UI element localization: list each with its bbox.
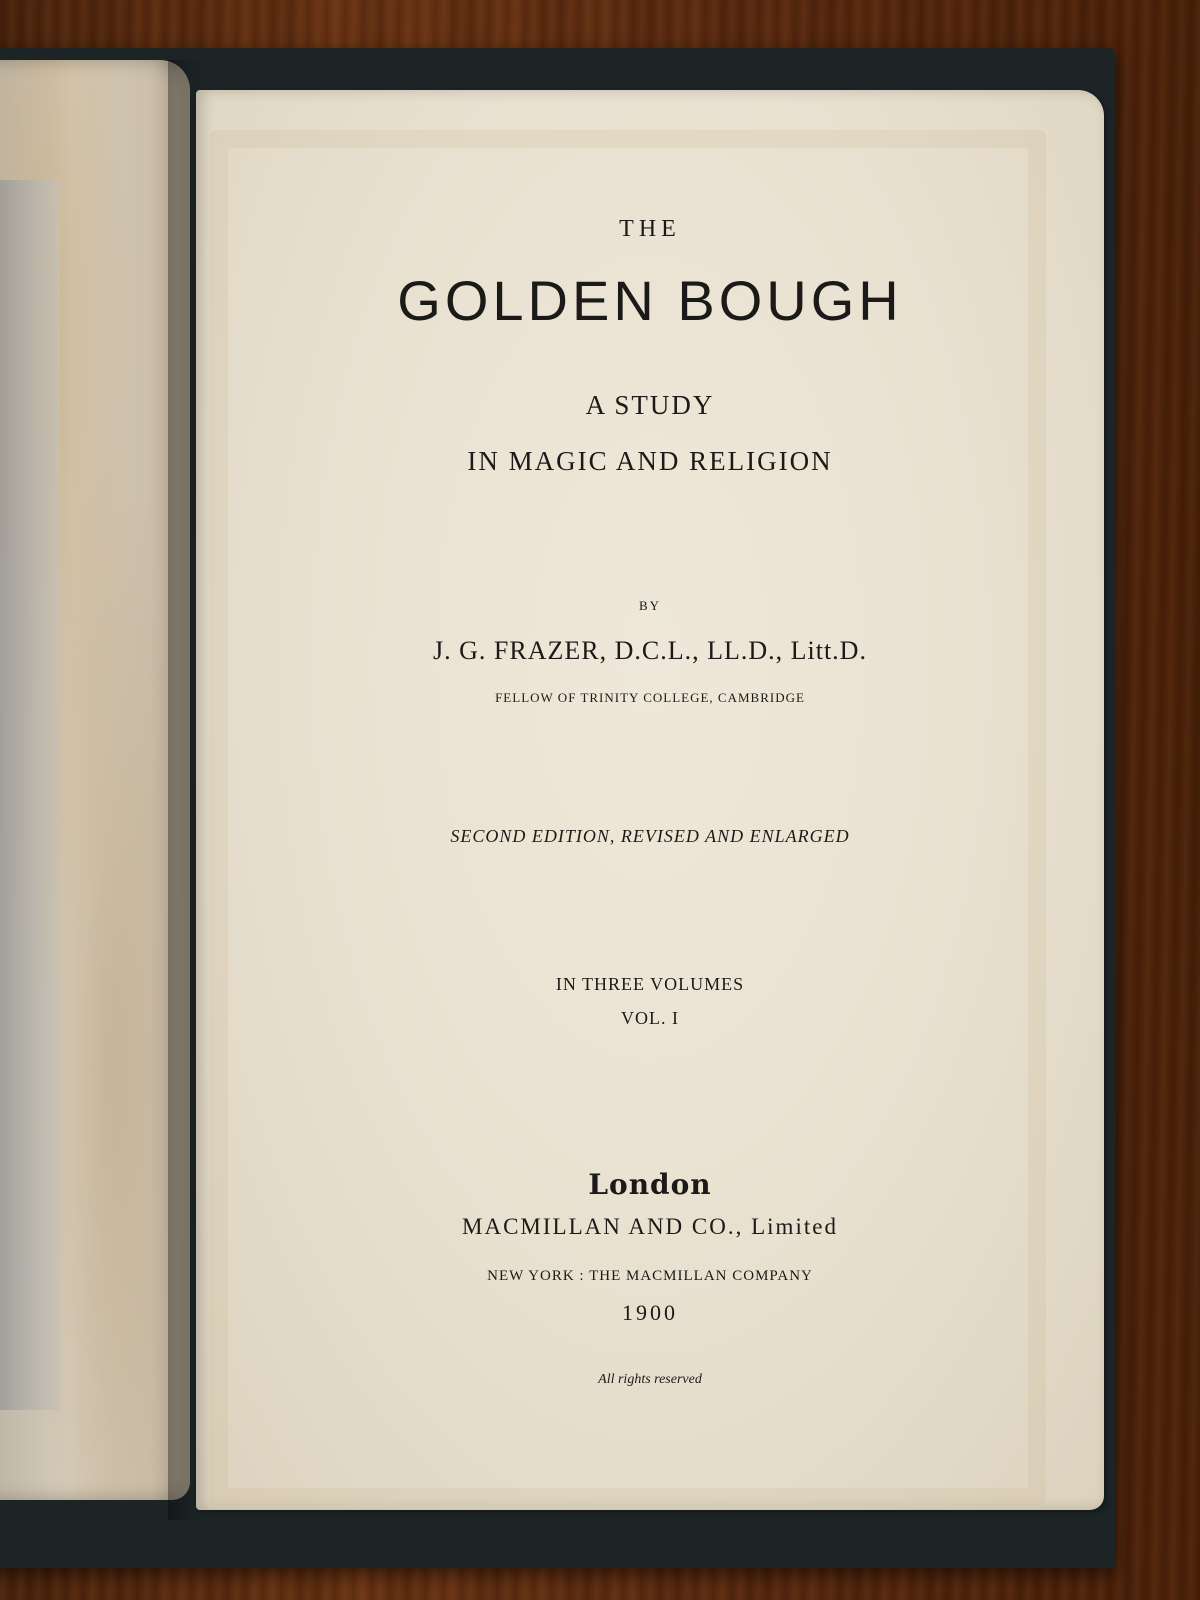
rights-notice: All rights reserved (598, 1372, 702, 1387)
flyleaf-shadow (0, 180, 60, 1410)
edition-note: SECOND EDITION, REVISED AND ENLARGED (450, 826, 850, 846)
subtitle-line-2: IN MAGIC AND RELIGION (467, 446, 833, 476)
author-name: J. G. FRAZER, D.C.L., LL.D., Litt.D. (433, 636, 867, 665)
book-title: GOLDEN BOUGH (397, 269, 903, 332)
publisher-new-york: NEW YORK : THE MACMILLAN COMPANY (487, 1268, 813, 1284)
publication-year: 1900 (622, 1300, 678, 1325)
title-article: THE (619, 216, 681, 242)
tissue-flyleaf (0, 60, 190, 1500)
subtitle-line-1: A STUDY (585, 390, 715, 420)
author-affiliation: FELLOW OF TRINITY COLLEGE, CAMBRIDGE (495, 690, 805, 705)
by-line: BY (638, 598, 662, 613)
publisher-city: London (588, 1168, 712, 1201)
volume-number: VOL. I (621, 1008, 679, 1028)
title-page (196, 90, 1104, 1510)
volumes-note: IN THREE VOLUMES (555, 974, 745, 994)
publisher-name: MACMILLAN AND CO., Limited (462, 1214, 838, 1239)
